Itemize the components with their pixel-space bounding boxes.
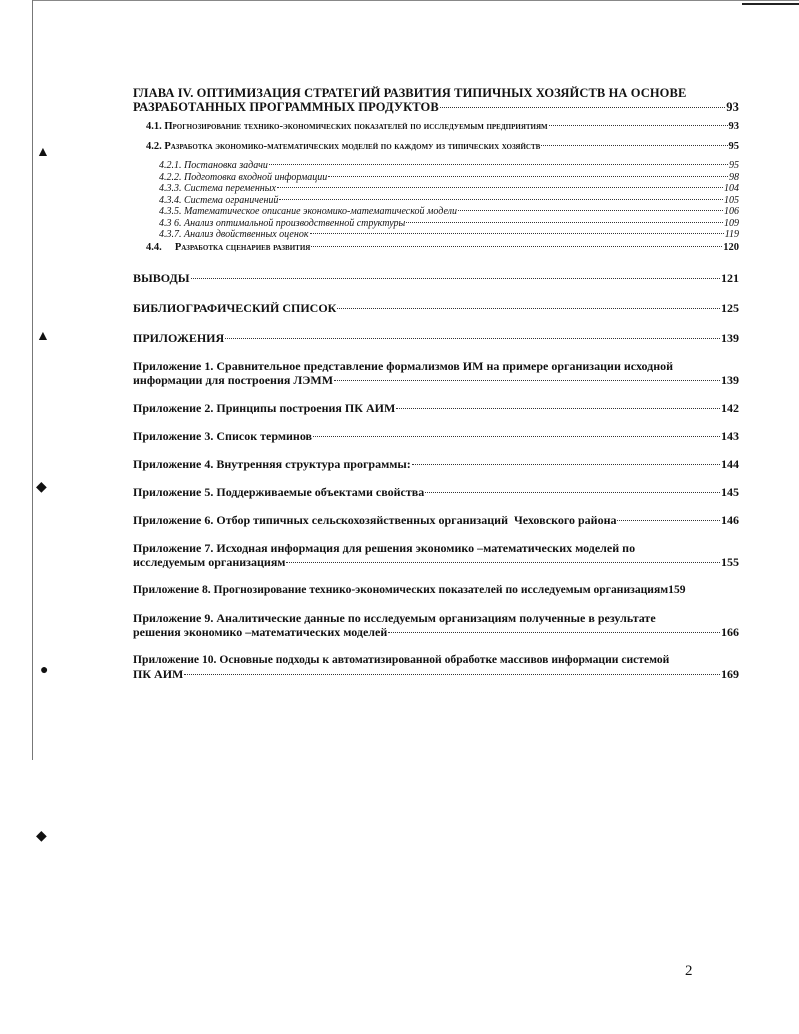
binding-hole-mark-icon: ◆	[36, 829, 47, 844]
binding-hole-mark-icon: ▲	[36, 145, 50, 160]
toc-appendix-entry	[133, 611, 739, 639]
toc-appendix-entry	[133, 457, 739, 471]
toc-page-number: 95	[729, 160, 739, 171]
dot-leader	[458, 210, 723, 211]
dot-leader	[406, 222, 723, 223]
toc-section-entry	[133, 140, 739, 154]
toc-main-entry	[133, 271, 739, 285]
toc-page-number: 109	[724, 217, 739, 229]
page-number: 2	[685, 963, 693, 979]
table-of-contents	[133, 86, 739, 681]
toc-entry-title: БИБЛИОГРАФИЧЕСКИЙ СПИСОК	[133, 300, 337, 315]
dot-leader	[328, 176, 728, 177]
binding-hole-mark-icon: ◆	[36, 480, 47, 495]
toc-entry-title: ПК АИМ	[133, 666, 184, 681]
dot-leader	[277, 187, 723, 188]
dot-leader	[337, 308, 720, 309]
toc-subsection-entry	[159, 160, 739, 172]
toc-entry-title: 4.2.2. Подготовка входной информации	[159, 171, 328, 183]
scan-top-mark	[742, 3, 799, 5]
toc-page-number: 93	[728, 121, 739, 132]
toc-entry-title: решения экономико –математических моделей	[133, 624, 388, 639]
toc-appendix-entry	[133, 583, 739, 597]
toc-page-number: 119	[724, 229, 739, 240]
dot-leader	[184, 674, 720, 675]
toc-entry-title: Приложение 8. Прогнозирование технико-экономических показателей по исследуемым организациям	[133, 582, 669, 596]
toc-subsection-entry	[159, 195, 739, 207]
toc-entry-title: 4.1. Прогнозирование технико-экономических показателей по исследуемым предприятиям	[146, 121, 548, 132]
toc-page-number: 106	[724, 206, 739, 217]
toc-subsection-entry	[159, 206, 739, 218]
toc-entry-title: 4.2. Разработка экономико-математических моделей по каждому из типических хозяйств	[146, 141, 541, 152]
dot-leader	[334, 380, 720, 381]
toc-page-number: 105	[724, 194, 739, 206]
dot-leader	[388, 632, 720, 633]
toc-entry-title: Приложение 2. Принципы построения ПК АИМ	[133, 400, 396, 415]
binding-hole-mark-icon: ●	[40, 663, 49, 678]
dot-leader	[440, 107, 725, 108]
dot-leader	[313, 436, 720, 437]
toc-page-number: 146	[721, 512, 739, 527]
toc-page-number: 169	[721, 666, 739, 681]
toc-appendix-entry	[133, 359, 739, 387]
toc-appendix-entry	[133, 401, 739, 415]
dot-leader	[549, 125, 728, 126]
toc-entry-title: 4.3.5. Математическое описание экономико-математической модели	[159, 206, 458, 217]
dot-leader	[396, 408, 720, 409]
toc-entry-title: Приложение 4. Внутренняя структура программы:	[133, 456, 411, 471]
toc-entry-title: Приложение 10. Основные подходы к автоматизированной обработке массивов информации системой	[133, 652, 670, 666]
dot-leader	[269, 164, 728, 165]
toc-page-number: 144	[721, 456, 739, 471]
toc-page-number: 143	[721, 428, 739, 443]
toc-page-number: 104	[724, 183, 739, 194]
toc-main-entry	[133, 331, 739, 345]
dot-leader	[311, 246, 722, 247]
toc-entry-title: 4.3.7. Анализ двойственных оценок	[159, 229, 309, 240]
dot-leader	[541, 145, 727, 146]
toc-section-entry	[133, 120, 739, 134]
toc-page-number: 98	[729, 171, 739, 183]
toc-subsection-entry	[159, 183, 739, 195]
toc-page-number: 166	[721, 624, 739, 639]
toc-page-number: 121	[721, 270, 739, 285]
toc-subsection-list	[133, 160, 739, 241]
toc-page-number: 120	[723, 241, 739, 253]
dot-leader	[286, 562, 720, 563]
binding-hole-mark-icon: ▲	[36, 329, 50, 344]
toc-section-entry	[133, 241, 739, 255]
toc-entry-title: Приложение 3. Список терминов	[133, 428, 313, 443]
dot-leader	[310, 233, 724, 234]
toc-appendix-entry	[133, 513, 739, 527]
toc-entry-title: ГЛАВА IV. ОПТИМИЗАЦИЯ СТРАТЕГИЙ РАЗВИТИЯ ТИПИЧНЫХ ХОЗЯЙСТВ НА ОСНОВЕ	[133, 86, 687, 100]
toc-entry-title: исследуемым организациям	[133, 554, 286, 569]
toc-subsection-entry	[159, 172, 739, 184]
dot-leader	[617, 520, 720, 521]
toc-entry-title: ВЫВОДЫ	[133, 270, 190, 285]
scan-edge-top	[32, 0, 799, 1]
toc-subsection-entry	[159, 229, 739, 241]
toc-entry-title: 4.3 6. Анализ оптимальной производственной структуры	[159, 217, 406, 229]
toc-chapter-entry	[133, 86, 739, 114]
toc-appendix-entry	[133, 429, 739, 443]
toc-main-entry	[133, 301, 739, 315]
toc-page-number: 145	[721, 484, 739, 499]
toc-entry-title: 4.3.4. Система ограничений	[159, 194, 279, 206]
toc-entry-title: Приложение 1. Сравнительное представление формализмов ИМ на примере организации исходной	[133, 358, 674, 373]
dot-leader	[425, 492, 720, 493]
toc-appendix-entry	[133, 653, 739, 681]
scan-edge-left	[32, 0, 33, 760]
toc-entry-title: информации для построения ЛЭММ	[133, 372, 334, 387]
toc-page-number: 125	[721, 300, 739, 315]
toc-page-number: 93	[726, 100, 739, 114]
toc-entry-title: РАЗРАБОТАННЫХ ПРОГРАММНЫХ ПРОДУКТОВ	[133, 100, 439, 114]
toc-page-number: 142	[721, 400, 739, 415]
toc-entry-title: 4.4. Разработка сценариев развития	[146, 241, 311, 253]
toc-entry-title: Приложение 6. Отбор типичных сельскохозяйственных организаций Чеховского района	[133, 512, 617, 527]
toc-page-number: 155	[721, 554, 739, 569]
toc-appendix-entry	[133, 485, 739, 499]
toc-entry-title: Приложение 9. Аналитические данные по исследуемым организациям полученные в результате	[133, 610, 656, 625]
toc-entry-title: 4.3.3. Система переменных	[159, 183, 276, 194]
toc-page-number: 159	[668, 582, 686, 596]
toc-page-number: 139	[721, 330, 739, 345]
toc-entry-title: ПРИЛОЖЕНИЯ	[133, 330, 225, 345]
toc-entry-title: Приложение 7. Исходная информация для решения экономико –математических моделей по	[133, 540, 636, 555]
toc-subsection-entry	[159, 218, 739, 230]
toc-appendix-entry	[133, 541, 739, 569]
toc-entry-title: 4.2.1. Постановка задачи	[159, 160, 268, 171]
dot-leader	[225, 338, 720, 339]
dot-leader	[191, 278, 720, 279]
dot-leader	[279, 199, 723, 200]
toc-entry-title: Приложение 5. Поддерживаемые объектами свойства	[133, 484, 425, 499]
toc-page-number: 95	[728, 141, 739, 152]
toc-page-number: 139	[721, 372, 739, 387]
dot-leader	[412, 464, 720, 465]
